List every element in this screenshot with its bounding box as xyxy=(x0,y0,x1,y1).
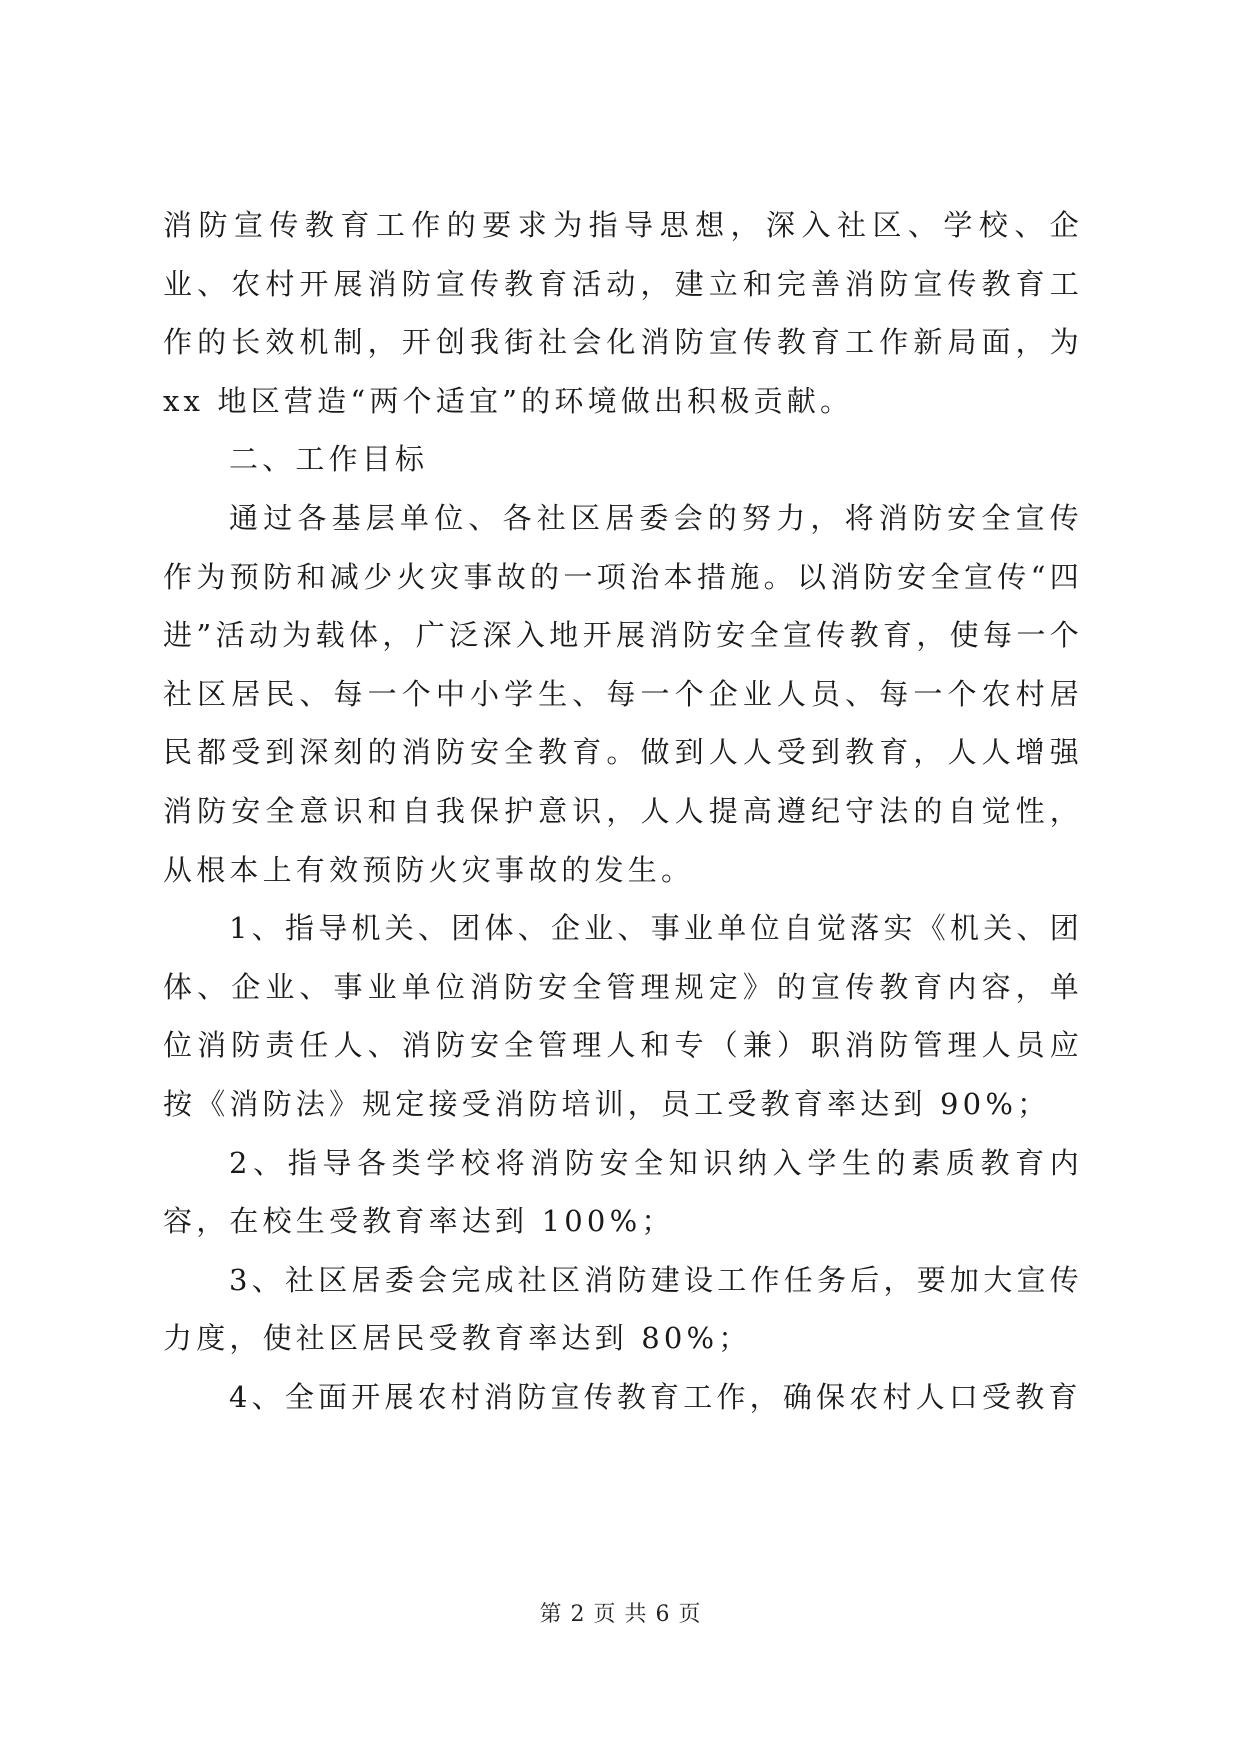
page-number-footer: 第 2 页 共 6 页 xyxy=(539,1602,702,1627)
list-item-1: 1、指导机关、团体、企业、事业单位自觉落实《机关、团体、企业、事业单位消防安全管理规定》的宣传教育内容，单位消防责任人、消防安全管理人和专（兼）职消防管理人员应按《消防法》规定接受消防培训，员工受教育率达到 90%； xyxy=(163,911,1083,1121)
paragraph-guiding-ideology: 消防宣传教育工作的要求为指导思想，深入社区、学校、企业、农村开展消防宣传教育活动，建立和完善消防宣传教育工作的长效机制，开创我街社会化消防宣传教育工作新局面，为 xx 地区营造“两个适宜”的环境做出积极贡献。 xyxy=(163,208,1083,418)
list-item-2: 2、指导各类学校将消防安全知识纳入学生的素质教育内容，在校生受教育率达到 100%； xyxy=(163,1145,1083,1239)
document-body xyxy=(163,196,1083,1426)
list-item-3: 3、社区居委会完成社区消防建设工作任务后，要加大宣传力度，使社区居民受教育率达到 80%； xyxy=(163,1262,1083,1356)
list-item-4: 4、全面开展农村消防宣传教育工作，确保农村人口受教育 xyxy=(229,1379,1082,1414)
paragraph-goal-overview: 通过各基层单位、各社区居委会的努力，将消防安全宣传作为预防和减少火灾事故的一项治本措施。以消防安全宣传“四进”活动为载体，广泛深入地开展消防安全宣传教育，使每一个社区居民、每一个中小学生、每一个企业人员、每一个农村居民都受到深刻的消防安全教育。做到人人受到教育，人人增强消防安全意识和自我保护意识，人人提高遵纪守法的自觉性，从根本上有效预防火灾事故的发生。 xyxy=(163,500,1083,887)
section-heading-work-goals: 二、工作目标 xyxy=(229,442,429,477)
